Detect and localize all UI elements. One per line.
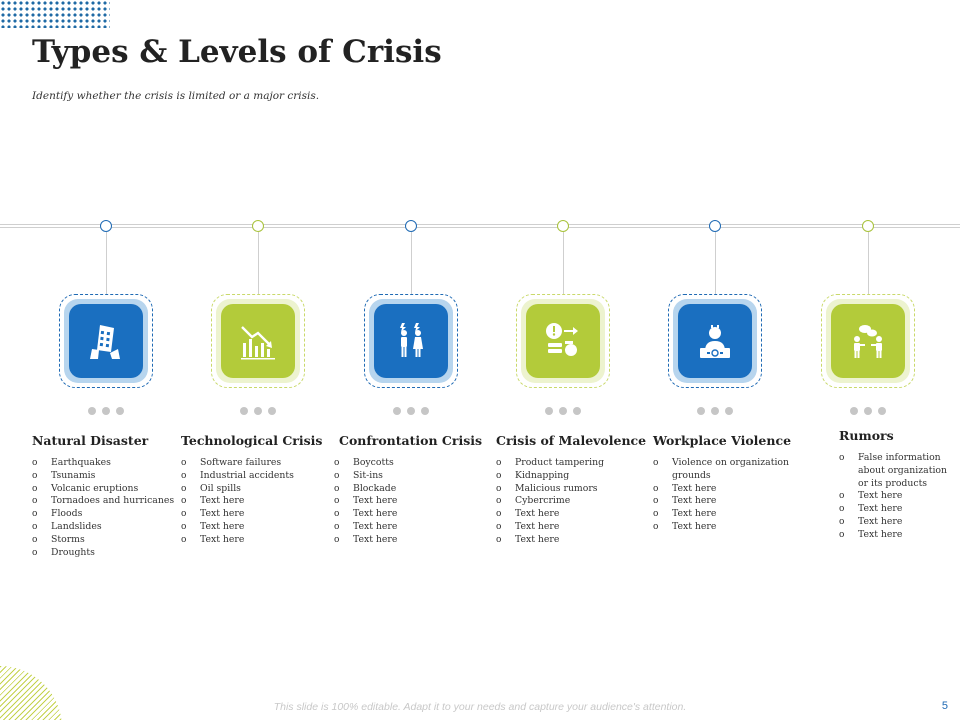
timeline-node <box>862 220 874 232</box>
timeline-node <box>405 220 417 232</box>
list-item: o Sit-ins <box>334 470 484 483</box>
list-item: o Violence on organization grounds <box>653 457 793 483</box>
crisis-column-confrontation <box>336 0 486 720</box>
list-item: o Text here <box>181 508 331 521</box>
more-dots-indicator <box>850 407 886 417</box>
hazard-warning-icon <box>541 319 585 363</box>
icon-frame <box>211 294 305 388</box>
more-dots-indicator <box>697 407 733 417</box>
icon-frame <box>668 294 762 388</box>
list-item: o Text here <box>496 521 646 534</box>
list-item: o Text here <box>181 495 331 508</box>
list-item: o Volcanic eruptions <box>32 483 182 496</box>
icon-frame <box>516 294 610 388</box>
list-item: o Text here <box>653 483 793 496</box>
timeline-connector <box>258 232 259 294</box>
list-item: o Text here <box>334 521 484 534</box>
crisis-heading: Rumors <box>839 428 894 443</box>
page-number: 5 <box>941 700 948 712</box>
list-item: o Software failures <box>181 457 331 470</box>
slide-title: Types & Levels of Crisis <box>32 34 442 70</box>
icon-frame <box>821 294 915 388</box>
list-item: o Tsunamis <box>32 470 182 483</box>
list-item: o Tornadoes and hurricanes <box>32 495 182 508</box>
list-item: o Earthquakes <box>32 457 182 470</box>
list-item: o Text here <box>653 508 793 521</box>
crisis-item-list <box>181 457 331 547</box>
crisis-heading: Workplace Violence <box>653 433 792 448</box>
list-item: o Landslides <box>32 521 182 534</box>
list-item: o Cybercrime <box>496 495 646 508</box>
collapsing-building-icon <box>84 319 128 363</box>
list-item: o Text here <box>334 495 484 508</box>
list-item: o Product tampering <box>496 457 646 470</box>
crisis-column-workplace-violence <box>640 0 790 720</box>
list-item: o Text here <box>496 534 646 547</box>
list-item: o Text here <box>839 490 951 503</box>
more-dots-indicator <box>545 407 581 417</box>
list-item: o Text here <box>334 508 484 521</box>
people-talking-icon <box>846 319 890 363</box>
timeline-connector <box>106 232 107 294</box>
crisis-heading: Technological Crisis <box>181 433 323 448</box>
list-item: o Boycotts <box>334 457 484 470</box>
crisis-column-technological <box>183 0 333 720</box>
list-item: o Text here <box>334 534 484 547</box>
timeline-node <box>252 220 264 232</box>
office-worker-icon <box>693 319 737 363</box>
list-item: o Text here <box>839 529 951 542</box>
arguing-couple-icon <box>389 319 433 363</box>
list-item: o Malicious rumors <box>496 483 646 496</box>
timeline-node <box>100 220 112 232</box>
timeline-connector <box>563 232 564 294</box>
declining-chart-icon <box>236 319 280 363</box>
crisis-column-rumors <box>793 0 948 720</box>
list-item: o Floods <box>32 508 182 521</box>
list-item: o Text here <box>839 516 951 529</box>
icon-frame <box>59 294 153 388</box>
list-item: o Blockade <box>334 483 484 496</box>
slide-subtitle: Identify whether the crisis is limited or a major crisis. <box>32 90 320 102</box>
list-item: o Text here <box>653 521 793 534</box>
timeline-connector <box>715 232 716 294</box>
crisis-item-list <box>334 457 484 547</box>
timeline-node <box>709 220 721 232</box>
crisis-heading: Natural Disaster <box>32 433 149 448</box>
footer-note: This slide is 100% editable. Adapt it to your needs and capture your audience's attention. <box>273 701 687 713</box>
crisis-column-malevolence <box>488 0 647 720</box>
list-item: o Kidnapping <box>496 470 646 483</box>
crisis-item-list <box>496 457 646 547</box>
list-item: o Droughts <box>32 547 182 560</box>
crisis-column-natural-disaster <box>31 0 181 720</box>
more-dots-indicator <box>88 407 124 417</box>
crisis-item-list <box>653 457 793 534</box>
list-item: o Text here <box>181 521 331 534</box>
crisis-heading: Crisis of Malevolence <box>496 433 647 448</box>
more-dots-indicator <box>393 407 429 417</box>
list-item: o Text here <box>839 503 951 516</box>
timeline-node <box>557 220 569 232</box>
timeline-connector <box>868 232 869 294</box>
list-item: o False information about organization or its products <box>839 452 951 490</box>
list-item: o Storms <box>32 534 182 547</box>
timeline-connector <box>411 232 412 294</box>
list-item: o Text here <box>496 508 646 521</box>
crisis-item-list <box>839 452 951 542</box>
list-item: o Text here <box>181 534 331 547</box>
crisis-item-list <box>32 457 182 559</box>
list-item: o Oil spills <box>181 483 331 496</box>
icon-frame <box>364 294 458 388</box>
crisis-heading: Confrontation Crisis <box>339 433 483 448</box>
more-dots-indicator <box>240 407 276 417</box>
list-item: o Text here <box>653 495 793 508</box>
list-item: o Industrial accidents <box>181 470 331 483</box>
